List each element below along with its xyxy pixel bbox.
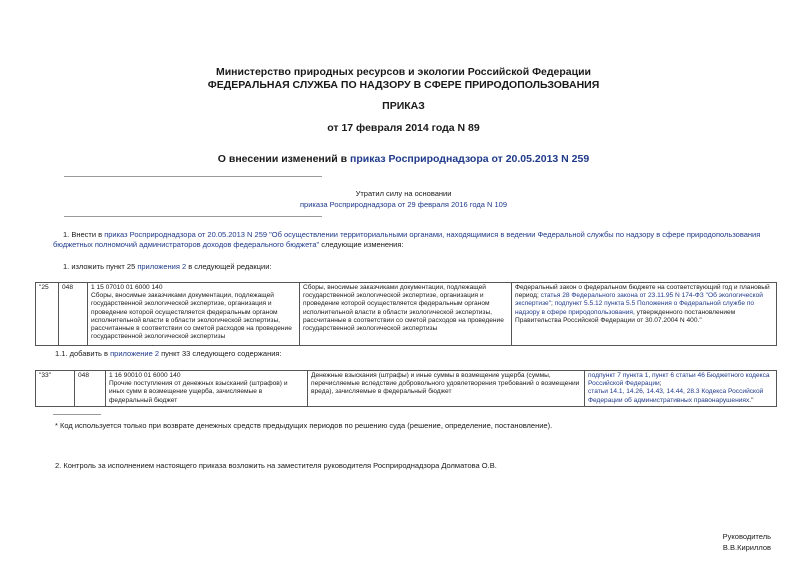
footnote: * Код используется только при возврате денежных средств предыдущих периодов по решению суда (решение, определение, постановление).	[55, 421, 553, 430]
item-1-1	[55, 349, 282, 359]
item1-link[interactable]: приложения 2	[137, 262, 187, 271]
basis-c: ."	[749, 396, 754, 404]
signature-role: Руководитель	[722, 532, 771, 541]
doc-type: ПРИКАЗ	[382, 100, 425, 112]
cell-description: Денежные взыскания (штрафы) и иные суммы в возмещение ущерба (суммы, перечисляемые вследствие добровольного удовлетворения требований о возмещении вреда), зачисляемые в федеральный бюджет	[308, 371, 585, 407]
table-row	[36, 371, 777, 407]
cell-kbk	[106, 371, 308, 407]
cell-number: "33"	[36, 371, 75, 407]
basis-b: ;	[551, 300, 555, 308]
cell-kbk	[88, 283, 300, 346]
cell-legal-basis	[512, 283, 777, 346]
basis-b: ;	[659, 380, 662, 388]
item-1	[63, 262, 271, 272]
service-title: ФЕДЕРАЛЬНАЯ СЛУЖБА ПО НАДЗОРУ В СФЕРЕ ПРИРОДОПОЛЬЗОВАНИЯ	[207, 79, 600, 91]
basis-c: , утвержденного постановлением Правительства Российской Федерации от 30.07.2004 N 400."	[515, 308, 736, 324]
signature-name: В.В.Кириллов	[722, 543, 771, 552]
p1-prefix: 1. Внести в	[63, 230, 105, 239]
kbk-text: Прочие поступления от денежных взысканий (штрафов) и иных сумм в возмещение ущерба, зачисляемые в федеральный бюджет	[109, 380, 288, 404]
cell-number: "25	[36, 283, 59, 346]
item1-prefix: 1. изложить пункт 25	[63, 262, 138, 271]
divider-top	[64, 176, 322, 177]
p1-link[interactable]: приказ Росприроднадзора от 20.05.2013 N 259 "Об осуществлении территориальными органами, находящимися в ведении Федеральной службы по надзору в сфере природопользования бюджетных полномочий администраторов доходов федерального бюджета"	[53, 230, 761, 249]
item1-suffix: в следующей редакции:	[186, 262, 272, 271]
cell-admin-code: 048	[75, 371, 106, 407]
repeal-note: Утратил силу на основании	[355, 189, 452, 198]
repeal-note-link[interactable]: приказа Росприроднадзора от 29 февраля 2016 года N 109	[300, 200, 507, 209]
p1-suffix: следующие изменения:	[319, 240, 404, 249]
kbk-code: 1 15 07010 01 6000 140	[91, 284, 163, 291]
basis-link-2[interactable]: статьи 14.1, 14.26, 14.43, 14.44, 28.3 Кодекса Российской Федерации об административных правонарушениях	[588, 388, 764, 404]
table-row	[36, 283, 777, 346]
doc-subject	[0, 153, 807, 166]
footnote-divider	[53, 414, 101, 415]
kbk-code: 1 16 90010 01 6000 140	[109, 372, 181, 379]
item11-prefix: 1.1. добавить в	[55, 349, 111, 358]
cell-description: Сборы, вносимые заказчиками документации, подлежащей государственной экологической экспертизе, организация и проведение которой осуществляется федеральным органом исполнительной власти в области экологической экспертизы, рассчитанные в соответствии со сметой расходов на проведение государственной экологической экспертизы	[300, 283, 512, 346]
basis-link-1[interactable]: подпункт 7 пункта 1, пункт 6 статьи 46 Бюджетного кодекса Российской Федерации	[588, 372, 770, 388]
basis-link-1[interactable]: статья 28 Федерального закона от 23.11.95 N 174-ФЗ "Об экологической экспертизе"	[515, 292, 763, 308]
item11-suffix: пункт 33 следующего содержания:	[159, 349, 282, 358]
paragraph-2: 2. Контроль за исполнением настоящего приказа возложить на заместителя руководителя Росприроднадзора Долматова О.В.	[55, 461, 497, 470]
paragraph-1	[53, 230, 771, 250]
ministry-title: Министерство природных ресурсов и экологии Российской Федерации	[215, 66, 592, 78]
cell-admin-code: 048	[59, 283, 88, 346]
item11-link[interactable]: приложение 2	[110, 349, 160, 358]
basis-link-2[interactable]: подпункт 5.5.12 пункта 5.5 Положения о Федеральной службе по надзору в сфере природопользования	[515, 300, 755, 316]
subject-link[interactable]: приказ Росприроднадзора от 20.05.2013 N 259	[349, 153, 590, 165]
kbk-text: Сборы, вносимые заказчиками документации, подлежащей государственной экологической экспертизе, организация и проведение которой осуществляется федеральным органом исполнительной власти в области экологической экспертизы, рассчитанные в соответствии со сметой расходов на проведение государственной экологической экспертизы	[91, 292, 292, 341]
divider-bottom	[64, 216, 322, 217]
table-point-33	[35, 370, 777, 407]
cell-legal-basis	[585, 371, 777, 407]
subject-prefix: О внесении изменений в	[217, 153, 350, 165]
doc-date-number: от 17 февраля 2014 года N 89	[327, 122, 480, 134]
basis-a: Федеральный закон о федеральном бюджете на соответствующий год и плановый период;	[515, 284, 770, 300]
table-point-25	[35, 282, 777, 346]
